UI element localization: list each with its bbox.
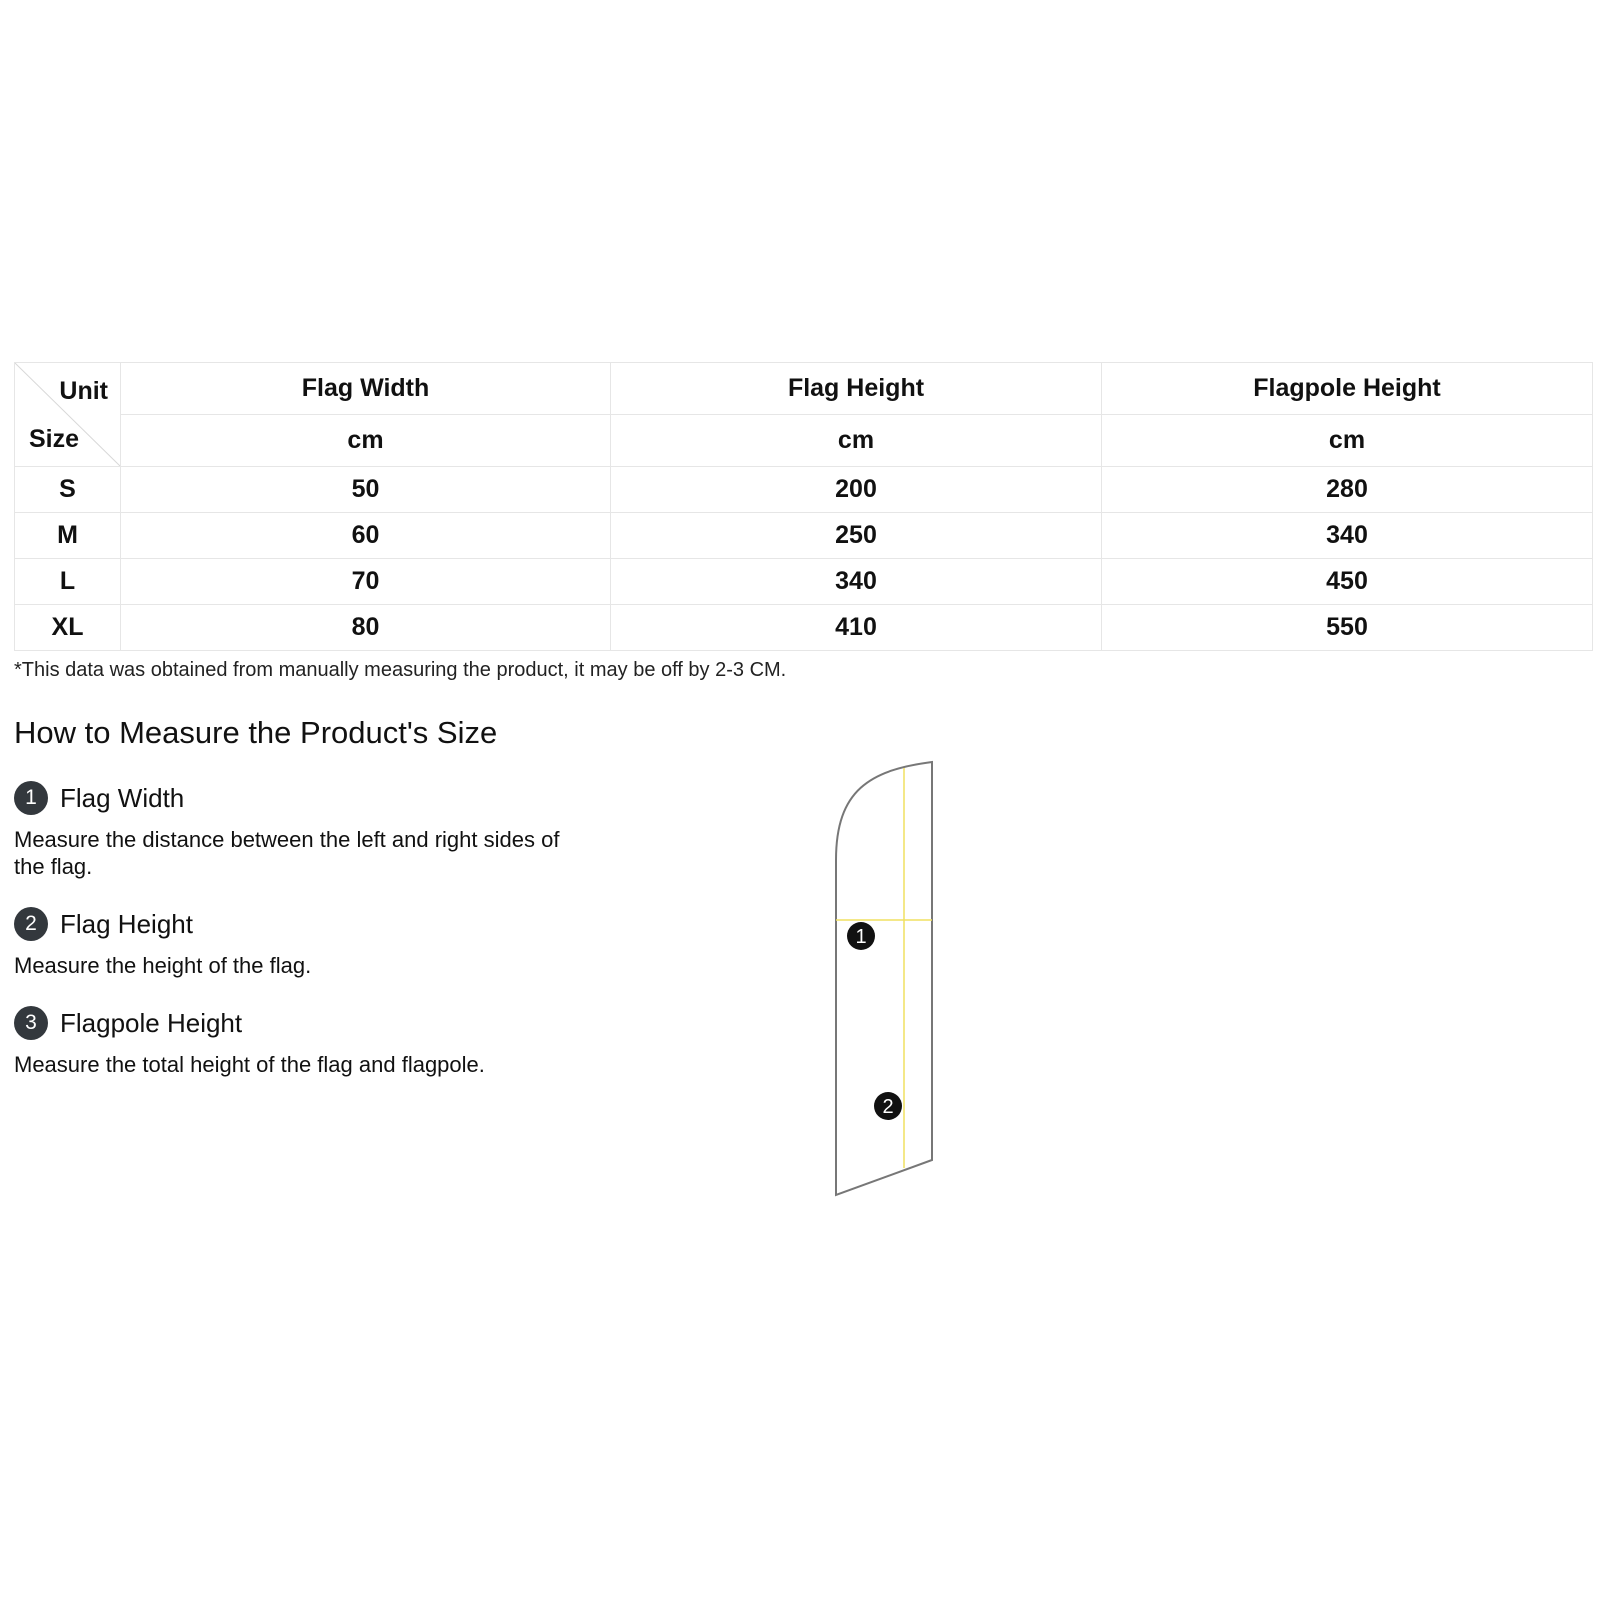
header-row-names [15, 363, 1593, 415]
header-row-units [15, 415, 1593, 467]
table-row [15, 467, 1593, 513]
value-cell: 410 [611, 605, 1102, 651]
step-number-badge: 3 [14, 1006, 48, 1040]
column-header-flagpole-height: Flagpole Height [1102, 363, 1593, 415]
column-unit-flag-width: cm [121, 415, 611, 467]
value-cell: 80 [121, 605, 611, 651]
value-cell: 70 [121, 559, 611, 605]
feather-flag-diagram [780, 740, 960, 1200]
column-unit-flagpole-height: cm [1102, 415, 1593, 467]
marker-1-label: 1 [855, 926, 867, 948]
step-description: Measure the height of the flag. [14, 953, 312, 978]
value-cell: 50 [121, 467, 611, 513]
table-row [15, 605, 1593, 651]
marker-2-label: 2 [882, 1096, 894, 1118]
step-description: Measure the distance between the left and right sides of the flag. [14, 827, 560, 879]
value-cell: 340 [611, 559, 1102, 605]
size-cell: S [15, 467, 121, 513]
column-header-flag-height: Flag Height [611, 363, 1102, 415]
step-title: Flagpole Height [60, 1007, 243, 1038]
step-number-badge: 1 [14, 781, 48, 815]
guide-step-flagpole-height [14, 1005, 574, 1078]
guide-step-flag-height [14, 906, 574, 979]
column-unit-flag-height: cm [611, 415, 1102, 467]
step-number-badge: 2 [14, 907, 48, 941]
value-cell: 250 [611, 513, 1102, 559]
corner-unit-label: Unit [59, 377, 108, 405]
step-title: Flag Height [60, 908, 193, 939]
size-table [14, 362, 1593, 651]
value-cell: 550 [1102, 605, 1593, 651]
table-corner-cell [15, 363, 121, 467]
measurement-disclaimer-note: *This data was obtained from manually measuring the product, it may be off by 2-3 CM. [14, 659, 787, 681]
guide-step-flag-width [14, 780, 574, 880]
size-cell: XL [15, 605, 121, 651]
value-cell: 280 [1102, 467, 1593, 513]
value-cell: 450 [1102, 559, 1593, 605]
table-row [15, 513, 1593, 559]
size-cell: L [15, 559, 121, 605]
measure-guide-title: How to Measure the Product's Size [14, 715, 498, 750]
value-cell: 340 [1102, 513, 1593, 559]
value-cell: 200 [611, 467, 1102, 513]
step-title: Flag Width [60, 782, 185, 813]
table-row [15, 559, 1593, 605]
flag-outline [836, 762, 932, 1195]
value-cell: 60 [121, 513, 611, 559]
column-header-flag-width: Flag Width [121, 363, 611, 415]
corner-size-label: Size [29, 425, 80, 453]
size-cell: M [15, 513, 121, 559]
step-description: Measure the total height of the flag and flagpole. [14, 1052, 485, 1077]
